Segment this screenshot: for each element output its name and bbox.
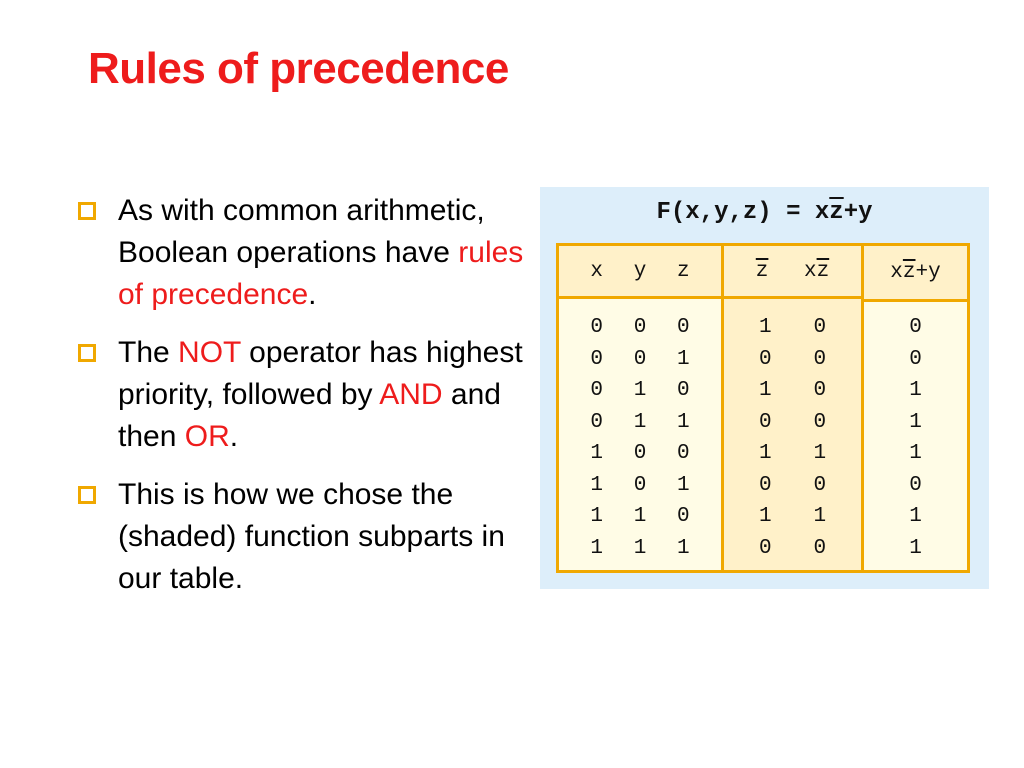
table-cell: 0 xyxy=(909,347,922,371)
header-y: y xyxy=(633,259,647,283)
table-cell: 1 xyxy=(633,379,647,403)
table-row xyxy=(559,344,721,376)
table-header xyxy=(864,246,967,302)
header-x: x xyxy=(590,259,603,283)
square-bullet-icon xyxy=(78,486,96,504)
header-zbar: $\overline{z}$ xyxy=(755,259,769,283)
table-row xyxy=(559,438,721,470)
table-cell: 0 xyxy=(677,442,690,466)
header-z: z xyxy=(677,259,690,283)
table-cell: 1 xyxy=(813,442,827,466)
table-cell: 0 xyxy=(909,316,922,340)
bullet-item: This is how we chose the (shaded) function subparts in our table. xyxy=(78,474,528,600)
table-row xyxy=(724,407,861,439)
table-cell: 1 xyxy=(909,410,922,434)
table-cell: 0 xyxy=(813,347,827,371)
table-cell: 1 xyxy=(633,505,647,529)
table-cell: 1 xyxy=(909,536,922,560)
highlight-text: NOT xyxy=(178,336,241,369)
table-cell: 0 xyxy=(758,473,772,497)
table-cell: 0 xyxy=(590,316,603,340)
table-cell: 1 xyxy=(677,410,690,434)
page-title: Rules of precedence xyxy=(88,44,509,93)
table-row xyxy=(724,375,861,407)
function-formula: $F(x,y,z) = x\overline{z}+y$ xyxy=(656,199,873,226)
table-cell: 1 xyxy=(813,505,827,529)
truth-table-panel xyxy=(540,187,989,589)
table-cell: 1 xyxy=(633,410,647,434)
table-row xyxy=(724,438,861,470)
table-row xyxy=(724,312,861,344)
bullet-list xyxy=(78,190,528,616)
table-row xyxy=(724,533,861,565)
table-cell: 0 xyxy=(758,536,772,560)
table-cell: 1 xyxy=(590,442,603,466)
table-cell: 0 xyxy=(677,316,690,340)
table-cell: 1 xyxy=(909,379,922,403)
table-cell: 0 xyxy=(633,347,647,371)
table-cell: 0 xyxy=(590,347,603,371)
table-row xyxy=(559,312,721,344)
table-cell: 1 xyxy=(590,473,603,497)
table-row xyxy=(724,470,861,502)
table-cell: 0 xyxy=(813,316,827,340)
output-column xyxy=(864,246,967,570)
highlight-text: AND xyxy=(379,378,443,411)
table-row xyxy=(559,375,721,407)
table-row xyxy=(864,344,967,376)
bullet-item: The NOT operator has highest priority, followed by AND and then OR. xyxy=(78,332,528,458)
highlight-text: rules of precedence xyxy=(118,236,524,311)
table-row xyxy=(724,501,861,533)
header-f: $x\overline{z}+y$ xyxy=(890,261,941,284)
table-cell: 1 xyxy=(677,347,690,371)
table-row xyxy=(559,533,721,565)
table-row xyxy=(864,470,967,502)
table-row xyxy=(864,407,967,439)
table-row xyxy=(864,501,967,533)
table-row xyxy=(864,375,967,407)
table-cell: 0 xyxy=(813,473,827,497)
table-cell: 1 xyxy=(909,505,922,529)
table-cell: 0 xyxy=(633,473,647,497)
table-cell: 1 xyxy=(758,505,772,529)
square-bullet-icon xyxy=(78,202,96,220)
table-cell: 0 xyxy=(633,316,647,340)
table-row xyxy=(724,344,861,376)
header-xzbar: $x\overline{z}$ xyxy=(803,259,830,283)
input-columns xyxy=(559,246,721,570)
bullet-item: As with common arithmetic, Boolean operations have rules of precedence. xyxy=(78,190,528,316)
table-row xyxy=(559,407,721,439)
table-cell: 0 xyxy=(909,473,922,497)
truth-table xyxy=(556,243,970,573)
table-cell: 0 xyxy=(758,410,772,434)
table-row xyxy=(864,438,967,470)
table-cell: 1 xyxy=(909,442,922,466)
table-cell: 0 xyxy=(590,379,603,403)
table-cell: 1 xyxy=(590,536,603,560)
table-header xyxy=(559,246,721,299)
highlight-text: OR xyxy=(184,420,230,453)
table-row xyxy=(559,501,721,533)
square-bullet-icon xyxy=(78,344,96,362)
table-cell: 0 xyxy=(813,410,827,434)
table-row xyxy=(864,312,967,344)
table-cell: 1 xyxy=(677,536,690,560)
table-cell: 0 xyxy=(758,347,772,371)
table-cell: 1 xyxy=(590,505,603,529)
table-cell: 1 xyxy=(677,473,690,497)
table-cell: 0 xyxy=(633,442,647,466)
table-cell: 0 xyxy=(590,410,603,434)
table-header xyxy=(724,246,861,299)
table-cell: 1 xyxy=(758,442,772,466)
table-cell: 1 xyxy=(758,379,772,403)
table-cell: 0 xyxy=(677,379,690,403)
table-cell: 0 xyxy=(813,536,827,560)
table-row xyxy=(864,533,967,565)
table-cell: 1 xyxy=(758,316,772,340)
table-cell: 0 xyxy=(677,505,690,529)
table-cell: 1 xyxy=(633,536,647,560)
table-row xyxy=(559,470,721,502)
table-cell: 0 xyxy=(813,379,827,403)
shaded-subpart-columns xyxy=(721,246,864,570)
